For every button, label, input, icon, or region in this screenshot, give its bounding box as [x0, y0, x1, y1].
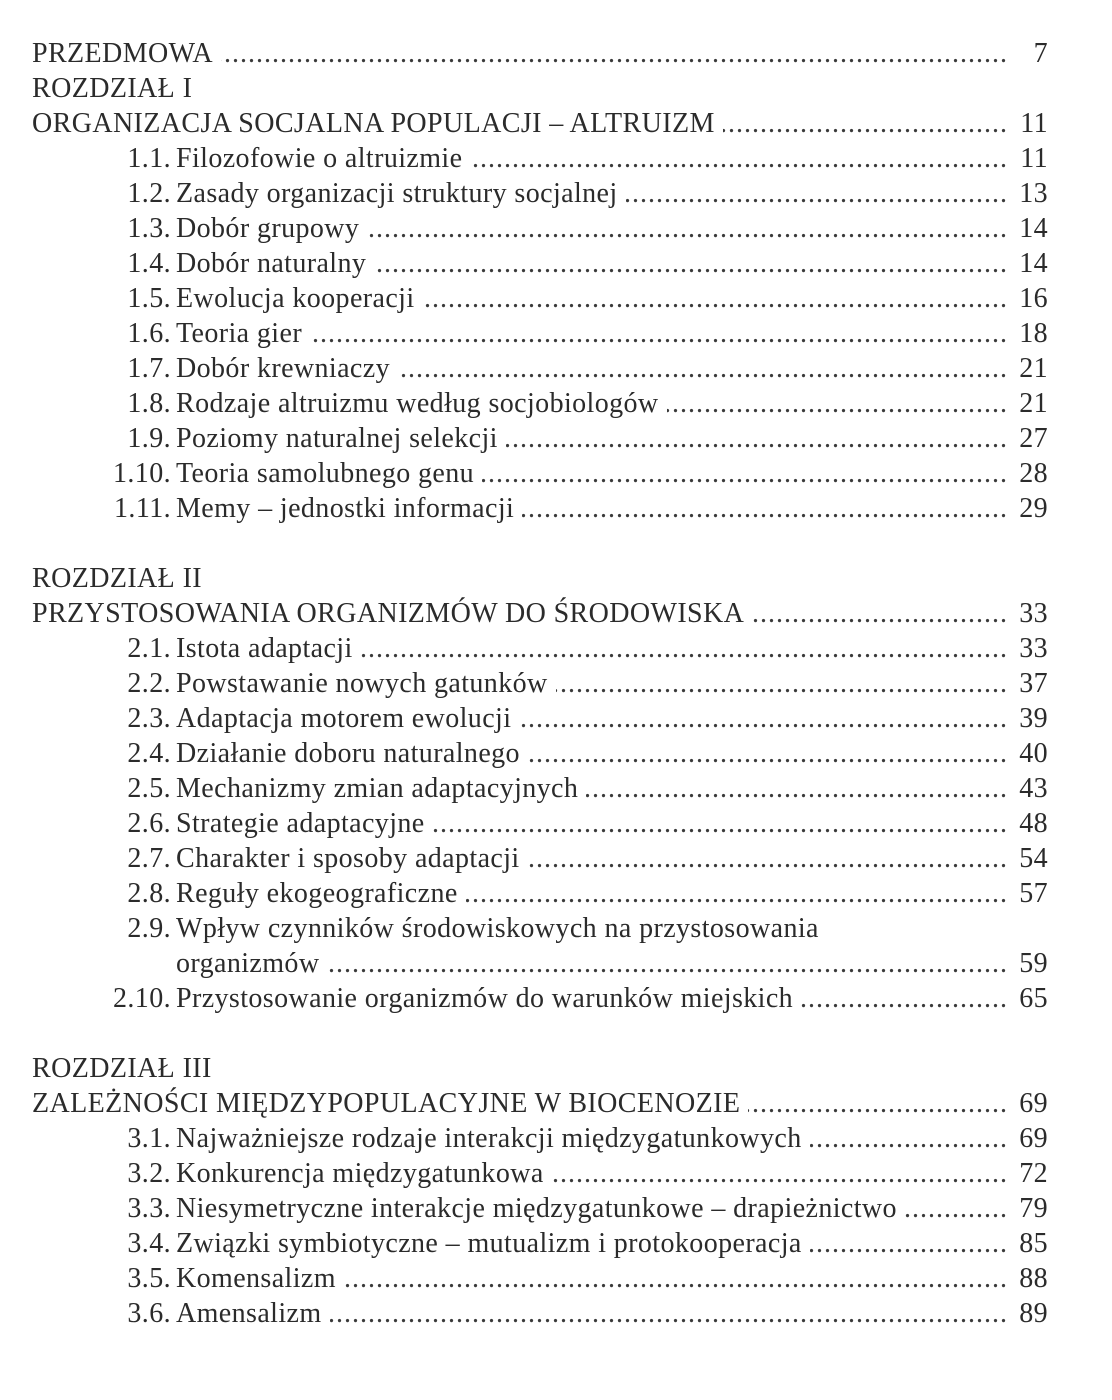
page-number: 43 [1013, 771, 1048, 806]
entry-title: Wpływ czynników środowiskowych na przystosowania [176, 911, 827, 946]
entry-title: Dobór naturalny [176, 246, 374, 281]
page-number: 21 [1013, 386, 1048, 421]
toc-entry [0, 421, 1112, 456]
toc-entry [0, 141, 1112, 176]
toc-entry [0, 36, 1112, 71]
entry-title: Teoria samolubnego genu [176, 456, 482, 491]
section-number: 1.7. [127, 353, 171, 384]
section-number: 2.3. [127, 703, 171, 734]
entry-title: Filozofowie o altruizmie [176, 141, 470, 176]
section-number: 3.2. [127, 1158, 171, 1189]
chapter-label: ROZDZIAŁ II [32, 561, 210, 596]
section-number: 3.3. [127, 1193, 171, 1224]
entry-title: Dobór grupowy [176, 211, 367, 246]
chapter-heading [0, 561, 1112, 596]
entry-title: Istota adaptacji [176, 631, 361, 666]
toc-entry [0, 1191, 1112, 1226]
toc-entry [0, 281, 1112, 316]
toc-entry [0, 1086, 1112, 1121]
section-number: 2.1. [127, 633, 171, 664]
section-number: 1.2. [127, 178, 171, 209]
section-number: 2.10. [113, 983, 171, 1014]
page-number: 11 [1014, 106, 1048, 141]
toc-entry [0, 876, 1112, 911]
page-number: 11 [1014, 141, 1048, 176]
toc-entry [0, 1121, 1112, 1156]
page-number: 79 [1013, 1191, 1048, 1226]
section-number: 3.5. [127, 1263, 171, 1294]
page-number: 28 [1013, 456, 1048, 491]
entry-title: Adaptacja motorem ewolucji [176, 701, 519, 736]
toc-entry [0, 911, 1112, 946]
page-number: 7 [1028, 36, 1048, 71]
section-number: 1.1. [127, 143, 171, 174]
toc-entry [0, 1261, 1112, 1296]
toc-entry [0, 596, 1112, 631]
toc-entry [0, 176, 1112, 211]
section-number: 1.10. [113, 458, 171, 489]
entry-title: Związki symbiotyczne – mutualizm i protokooperacja [176, 1226, 810, 1261]
entry-title: Przystosowanie organizmów do warunków miejskich [176, 981, 801, 1016]
page-number: 39 [1013, 701, 1048, 736]
toc-entry [0, 841, 1112, 876]
toc-entry [0, 106, 1112, 141]
page-number: 40 [1013, 736, 1048, 771]
page-number: 48 [1013, 806, 1048, 841]
entry-title: Amensalizm [176, 1296, 330, 1331]
toc-entry [0, 1226, 1112, 1261]
toc-entry [0, 211, 1112, 246]
section-number: 1.3. [127, 213, 171, 244]
toc-entry [0, 246, 1112, 281]
entry-title: Zasady organizacji struktury socjalnej [176, 176, 626, 211]
entry-title: PRZYSTOSOWANIA ORGANIZMÓW DO ŚRODOWISKA [32, 596, 752, 631]
toc-entry [0, 1156, 1112, 1191]
page-number: 16 [1013, 281, 1048, 316]
toc-entry [0, 386, 1112, 421]
toc-entry [0, 701, 1112, 736]
entry-title: Reguły ekogeograficzne [176, 876, 466, 911]
toc-entry [0, 631, 1112, 666]
entry-title: Komensalizm [176, 1261, 344, 1296]
section-number: 2.9. [127, 913, 171, 944]
page-number: 59 [1013, 946, 1048, 981]
page-number: 18 [1013, 316, 1048, 351]
page-number: 65 [1013, 981, 1048, 1016]
page-number: 37 [1013, 666, 1048, 701]
section-number: 2.7. [127, 843, 171, 874]
entry-title: Poziomy naturalnej selekcji [176, 421, 506, 456]
section-number: 2.4. [127, 738, 171, 769]
toc-entry [0, 351, 1112, 386]
section-number: 2.2. [127, 668, 171, 699]
page-number: 54 [1013, 841, 1048, 876]
entry-title: Memy – jednostki informacji [176, 491, 522, 526]
entry-title: Rodzaje altruizmu według socjobiologów [176, 386, 667, 421]
section-number: 1.5. [127, 283, 171, 314]
toc-entry [0, 946, 1112, 981]
page-number: 27 [1013, 421, 1048, 456]
entry-title: Ewolucja kooperacji [176, 281, 423, 316]
entry-title: Konkurencja międzygatunkowa [176, 1156, 552, 1191]
toc-entry [0, 666, 1112, 701]
page-number: 14 [1013, 246, 1048, 281]
toc-entry [0, 771, 1112, 806]
entry-title: organizmów [176, 946, 327, 981]
section-number: 2.6. [127, 808, 171, 839]
toc-entry [0, 456, 1112, 491]
page-number: 33 [1013, 596, 1048, 631]
entry-title: Najważniejsze rodzaje interakcji międzygatunkowych [176, 1121, 810, 1156]
chapter-label: ROZDZIAŁ III [32, 1051, 220, 1086]
entry-title: PRZEDMOWA [32, 36, 221, 71]
page-number: 69 [1013, 1121, 1048, 1156]
section-number: 1.9. [127, 423, 171, 454]
entry-title: Charakter i sposoby adaptacji [176, 841, 528, 876]
section-number: 1.11. [114, 493, 171, 524]
page-number: 89 [1013, 1296, 1048, 1331]
entry-title: Powstawanie nowych gatunków [176, 666, 556, 701]
page-number: 13 [1013, 176, 1048, 211]
entry-title: Niesymetryczne interakcje międzygatunkowe – drapieżnictwo [176, 1191, 905, 1226]
page-number: 21 [1013, 351, 1048, 386]
toc-entry [0, 806, 1112, 841]
page-number: 85 [1013, 1226, 1048, 1261]
section-number: 3.4. [127, 1228, 171, 1259]
toc-entry [0, 1296, 1112, 1331]
entry-title: ORGANIZACJA SOCJALNA POPULACJI – ALTRUIZM [32, 106, 723, 141]
entry-title: Dobór krewniaczy [176, 351, 398, 386]
page-number: 14 [1013, 211, 1048, 246]
section-number: 2.8. [127, 878, 171, 909]
section-number: 1.4. [127, 248, 171, 279]
page-number: 29 [1013, 491, 1048, 526]
entry-title: Teoria gier [176, 316, 310, 351]
entry-title: Strategie adaptacyjne [176, 806, 433, 841]
section-number: 3.6. [127, 1298, 171, 1329]
toc-entry [0, 981, 1112, 1016]
toc-entry [0, 316, 1112, 351]
chapter-heading [0, 71, 1112, 106]
page-number: 57 [1013, 876, 1048, 911]
page-number: 88 [1013, 1261, 1048, 1296]
page-number: 69 [1013, 1086, 1048, 1121]
page-number: 72 [1013, 1156, 1048, 1191]
section-number: 1.6. [127, 318, 171, 349]
chapter-heading [0, 1051, 1112, 1086]
entry-title: Działanie doboru naturalnego [176, 736, 528, 771]
toc-entry [0, 736, 1112, 771]
section-number: 1.8. [127, 388, 171, 419]
section-number: 2.5. [127, 773, 171, 804]
entry-title: ZALEŻNOŚCI MIĘDZYPOPULACYJNE W BIOCENOZIE [32, 1086, 748, 1121]
chapter-label: ROZDZIAŁ I [32, 71, 200, 106]
section-number: 3.1. [127, 1123, 171, 1154]
toc-entry [0, 491, 1112, 526]
page-number: 33 [1013, 631, 1048, 666]
entry-title: Mechanizmy zmian adaptacyjnych [176, 771, 586, 806]
